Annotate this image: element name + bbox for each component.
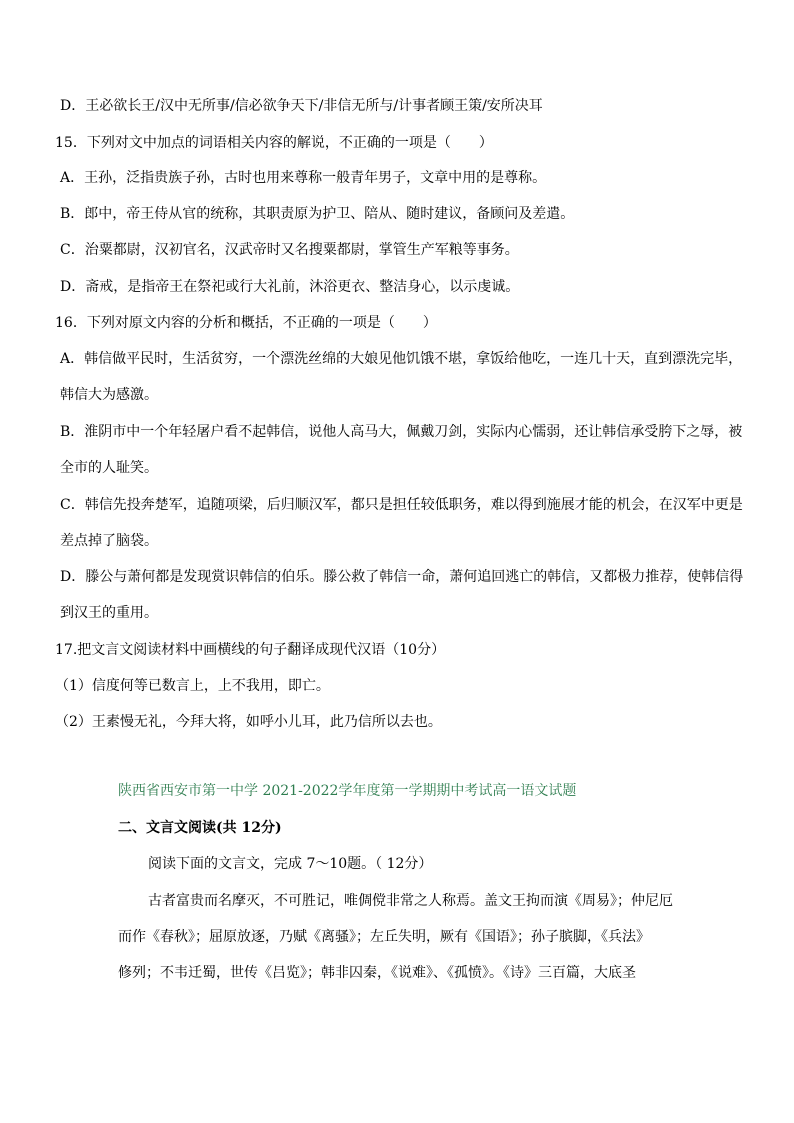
q15-option-b: B．郎中，帝王侍从官的统称，其职责原为护卫、陪从、随时建议，备顾问及差遣。 xyxy=(60,206,575,222)
section-heading: 二、文言文阅读(共 12分) xyxy=(118,820,282,836)
q16-option-d-line2: 到汉王的重用。 xyxy=(60,605,158,621)
passage-line-3: 修列；不韦迁蜀，世传《吕览》；韩非囚秦，《说难》、《孤愤》。《诗》三百篇，大底圣 xyxy=(118,965,636,981)
q16-option-a-line1: A．韩信做平民时，生活贫穷，一个漂洗丝绵的大娘见他饥饿不堪，拿饭给他吃，一连几十天，直到漂洗完毕， xyxy=(60,351,743,367)
passage-line-1: 古者富贵而名摩灭，不可胜记，唯倜傥非常之人称焉。盖文王拘而演《周易》；仲尼厄 xyxy=(148,893,673,909)
q15-option-a: A．王孙，泛指贵族子孙，古时也用来尊称一般青年男子，文章中用的是尊称。 xyxy=(60,170,547,186)
q16-stem: 16．下列对原文内容的分析和概括，不正确的一项是（ ） xyxy=(55,315,437,331)
q15-option-d: D．斋戒，是指帝王在祭祀或行大礼前，沐浴更衣、整洁身心，以示虔诚。 xyxy=(60,279,520,295)
passage-line-2: 而作《春秋》；屈原放逐，乃赋《离骚》；左丘失明，厥有《国语》；孙子膑脚，《兵法》 xyxy=(118,929,650,945)
q17-item2: （2）王素慢无礼，今拜大将，如呼小儿耳，此乃信所以去也。 xyxy=(55,714,442,730)
q15-stem: 15．下列对文中加点的词语相关内容的解说，不正确的一项是（ ） xyxy=(55,135,493,151)
q16-option-c-line2: 差点掉了脑袋。 xyxy=(60,533,158,549)
q16-option-b-line2: 全市的人耻笑。 xyxy=(60,460,158,476)
q17-stem: 17.把文言文阅读材料中画横线的句子翻译成现代汉语（10分） xyxy=(55,642,446,658)
q17-item1: （1）信度何等已数言上，上不我用，即亡。 xyxy=(55,678,330,694)
q15-option-c: C．治粟都尉，汉初官名，汉武帝时又名搜粟都尉，掌管生产军粮等事务。 xyxy=(60,242,519,258)
q14-option-d: D．王必欲长王/汉中无所事/信必欲争天下/非信无所与/计事者顾王策/安所决耳 xyxy=(60,98,543,114)
q16-option-d-line1: D．滕公与萧何都是发现赏识韩信的伯乐。滕公救了韩信一命，萧何追回逃亡的韩信，又都极力推荐，使韩信得 xyxy=(60,569,744,585)
q16-option-c-line1: C．韩信先投奔楚军，追随项梁，后归顺汉军，都只是担任较低职务，难以得到施展才能的机会，在汉军中更是 xyxy=(60,497,743,513)
source-title: 陕西省西安市第一中学 2021-2022学年度第一学期期中考试高一语文试题 xyxy=(118,783,577,799)
reading-instruction: 阅读下面的文言文，完成 7～10题。（ 12分） xyxy=(148,856,433,872)
q16-option-b-line1: B．淮阴市中一个年轻屠户看不起韩信，说他人高马大，佩戴刀剑，实际内心懦弱，还让韩信承受胯下之辱，被 xyxy=(60,424,743,440)
q16-option-a-line2: 韩信大为感激。 xyxy=(60,387,158,403)
